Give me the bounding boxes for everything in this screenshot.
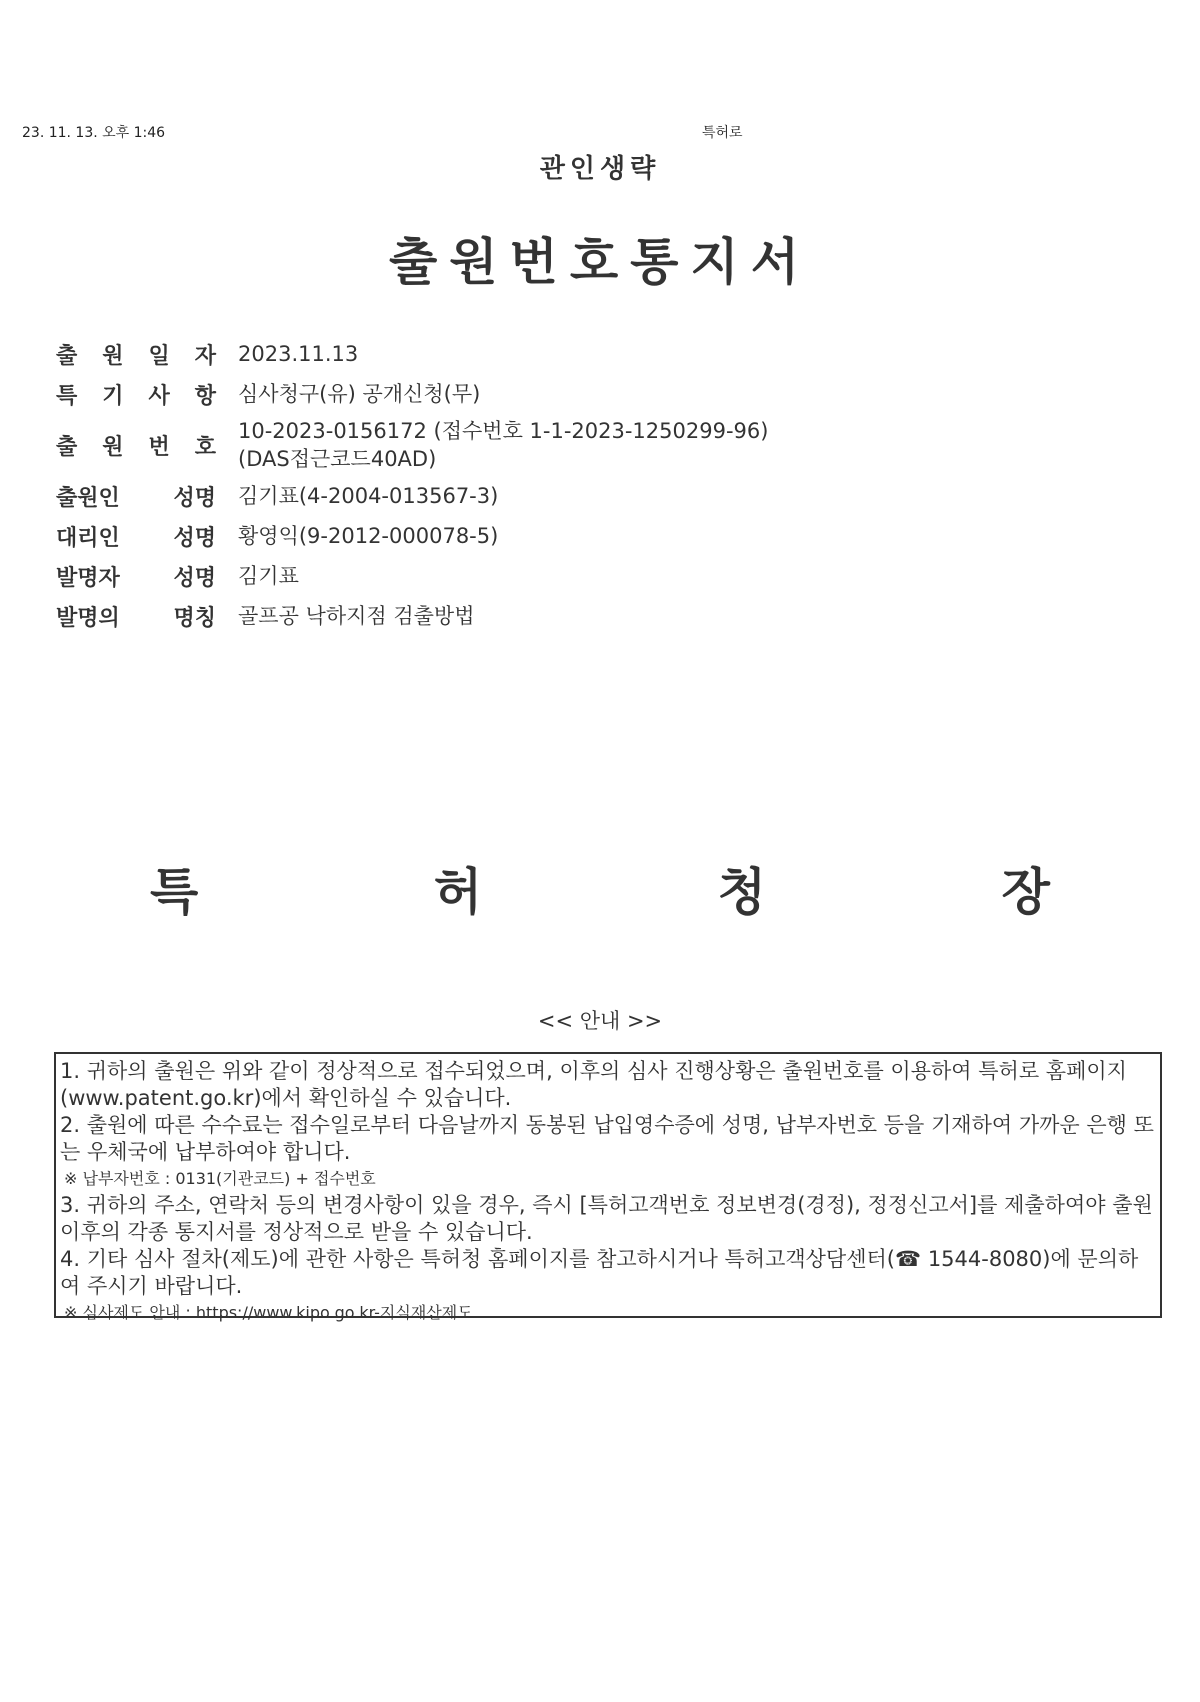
signature-char: 허 (433, 863, 483, 921)
notice-item-2: 2. 출원에 따른 수수료는 접수일로부터 다음날까지 동봉된 납입영수증에 성명, 납부자번호 등을 기재하여 가까운 은행 또는 우체국에 납부하여야 합니다. (60, 1113, 1154, 1164)
info-row-special-notes (56, 374, 816, 414)
signature-char: 청 (717, 863, 767, 921)
field-label: 발명의 명칭 (56, 605, 216, 631)
field-label: 출원인 성명 (56, 485, 216, 511)
field-label: 발명자 성명 (56, 565, 216, 591)
info-row-applicant (56, 476, 816, 516)
info-row-application-number (56, 414, 816, 476)
info-row-filing-date (56, 334, 816, 374)
application-info-table (56, 334, 816, 636)
info-row-inventor (56, 556, 816, 596)
signature-char: 장 (1001, 863, 1050, 921)
invention-title-value: 골프공 낙하지점 검출방법 (238, 604, 475, 628)
page-header (22, 122, 1178, 142)
office-signature (150, 852, 1050, 924)
info-row-invention-title (56, 596, 816, 636)
special-notes-value: 심사청구(유) 공개신청(무) (238, 382, 481, 406)
site-name: 특허로 (702, 125, 743, 141)
application-number-line: 10-2023-0156172 (접수번호 1-1-2023-1250299-96) (238, 419, 769, 443)
document-title: 출원번호통지서 (388, 233, 812, 291)
das-access-code-line: (DAS접근코드40AD) (238, 447, 437, 471)
field-label: 특 기 사 항 (56, 383, 216, 409)
notice-item-1: 1. 귀하의 출원은 위와 같이 정상적으로 접수되었으며, 이후의 심사 진행상황은 출원번호를 이용하여 특허로 홈페이지(www.patent.go.kr)에서 확인하실 수 있습니다. (60, 1059, 1127, 1110)
inventor-value: 김기표 (238, 564, 299, 588)
signature-char: 특 (150, 863, 199, 921)
field-label: 출 원 일 자 (56, 343, 216, 369)
filing-date-value: 2023.11.13 (238, 342, 359, 366)
applicant-value: 김기표(4-2004-013567-3) (238, 484, 499, 508)
notice-box (54, 1052, 1162, 1322)
notice-item-3: 3. 귀하의 주소, 연락처 등의 변경사항이 있을 경우, 즉시 [특허고객번호 정보변경(경정), 정정신고서]를 제출하여야 출원 이후의 각종 통지서를 정상적으로 받을 수 있습니다. (60, 1193, 1153, 1244)
stamp-omitted-label: 관인생략 (539, 154, 661, 184)
info-row-agent (56, 516, 816, 556)
notice-note-payer-number: ※ 납부자번호 : 0131(기관코드) + 접수번호 (64, 1169, 376, 1188)
field-label: 출 원 번 호 (56, 434, 216, 460)
notice-note-system-guide: ※ 심사제도 안내 : https://www.kipo.go.kr-지식재산제도 (64, 1303, 473, 1322)
print-datetime: 23. 11. 13. 오후 1:46 (22, 125, 166, 141)
notice-item-4: 4. 기타 심사 절차(제도)에 관한 사항은 특허청 홈페이지를 참고하시거나 특허고객상담센터(☎ 1544-8080)에 문의하여 주시기 바랍니다. (60, 1247, 1139, 1298)
application-number-value (238, 417, 768, 473)
guide-heading: << 안내 >> (537, 1009, 663, 1033)
agent-value: 황영익(9-2012-000078-5) (238, 524, 499, 548)
field-label: 대리인 성명 (56, 525, 216, 551)
